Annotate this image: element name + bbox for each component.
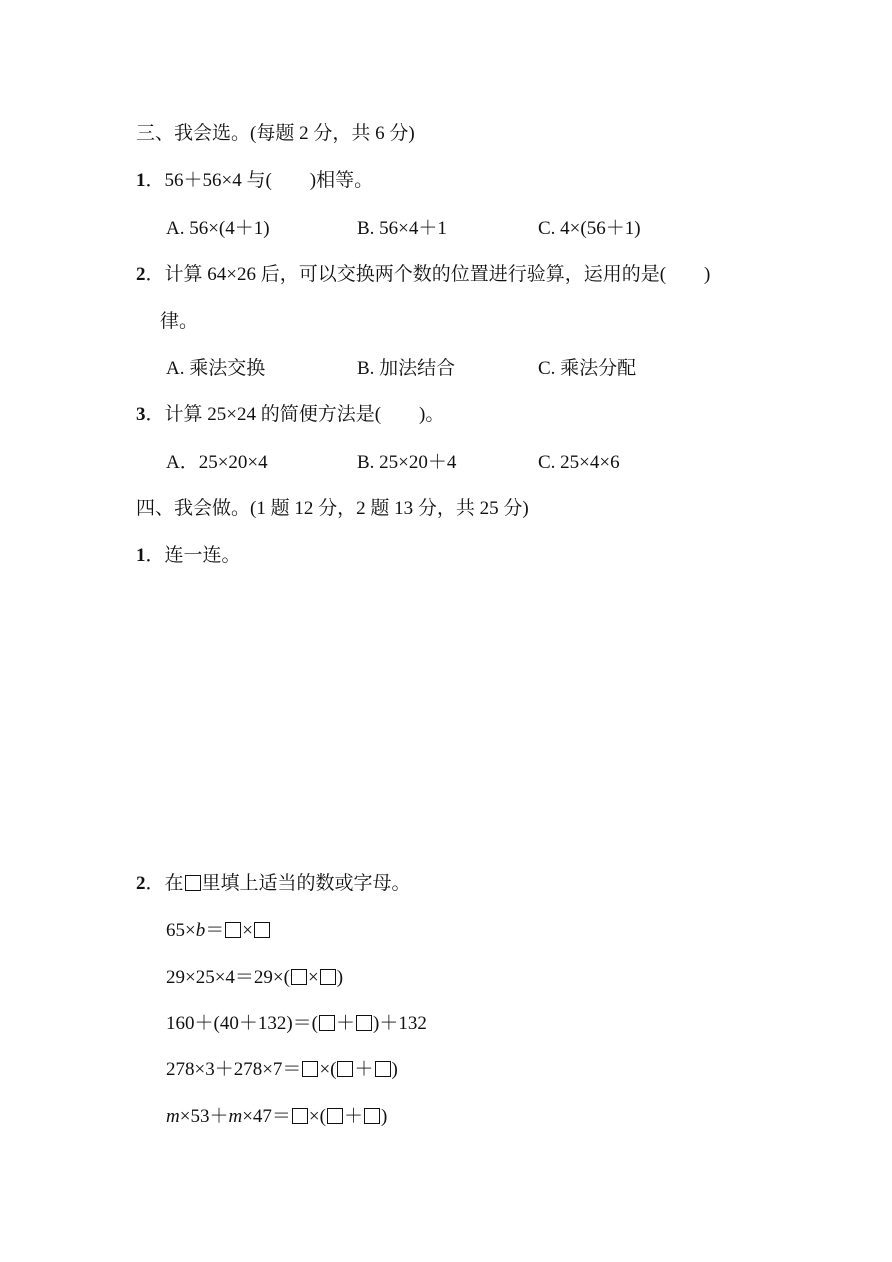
question-3: [136, 402, 444, 428]
answer-box[interactable]: [302, 1061, 318, 1077]
answer-box[interactable]: [327, 1108, 343, 1124]
answer-box[interactable]: [292, 1108, 308, 1124]
eq-text: ×: [307, 967, 319, 988]
question-text-after: 里填上适当的数或字母。: [201, 873, 411, 894]
equation-1: [166, 918, 271, 944]
eq-text: ): [391, 1059, 398, 1080]
eq-text: ＝: [205, 920, 225, 941]
question-number: 2: [136, 873, 146, 894]
question-4-1: [136, 543, 241, 569]
question-number: 3: [136, 404, 146, 425]
question-number: 2: [136, 264, 146, 285]
answer-box[interactable]: [319, 1015, 335, 1031]
eq-var: m: [228, 1106, 243, 1127]
eq-text: ): [380, 1106, 388, 1127]
answer-box[interactable]: [254, 922, 270, 938]
eq-text: ×47＝: [242, 1106, 291, 1127]
question-2: [136, 262, 710, 288]
eq-text: 278×3＋278×7＝: [166, 1059, 302, 1080]
answer-box[interactable]: [320, 969, 336, 985]
option-a: A. 56×(4＋1): [166, 218, 270, 239]
question-number: 1: [136, 545, 146, 566]
option-a: A．25×20×4: [166, 452, 268, 473]
question-text: ．计算 64×26 后，可以交换两个数的位置进行验算，运用的是( ): [145, 264, 711, 285]
eq-text: ＋: [335, 1013, 355, 1034]
eq-text: ×53＋: [179, 1106, 229, 1127]
equation-4: [166, 1057, 398, 1083]
option-b: B. 加法结合: [357, 358, 456, 379]
option-c: C. 乘法分配: [538, 358, 637, 379]
eq-text: )＋132: [373, 1013, 427, 1034]
question-number: 1: [136, 170, 146, 191]
equation-5: [166, 1104, 387, 1130]
eq-text: ＋: [343, 1106, 363, 1127]
option-b: B. 25×20＋4: [357, 452, 457, 473]
answer-box[interactable]: [291, 969, 307, 985]
question-2-continuation: 律。: [160, 311, 199, 332]
question-text: ．计算 25×24 的简便方法是( )。: [145, 404, 445, 425]
answer-box-icon: [185, 875, 201, 891]
eq-text: ×(: [308, 1106, 326, 1127]
eq-text: 160＋(40＋132)＝(: [166, 1013, 318, 1034]
option-b: B. 56×4＋1: [357, 218, 447, 239]
option-c: C. 25×4×6: [538, 452, 620, 473]
eq-var: m: [166, 1106, 180, 1127]
eq-text: ): [336, 967, 344, 988]
answer-box[interactable]: [364, 1108, 380, 1124]
answer-box[interactable]: [375, 1061, 391, 1077]
eq-text: 65×: [166, 920, 196, 941]
question-4-2: [136, 871, 411, 897]
eq-text: ×: [242, 920, 253, 941]
eq-text: ×(: [319, 1059, 337, 1080]
option-c: C. 4×(56＋1): [538, 218, 641, 239]
question-1: [136, 168, 373, 194]
question-text: ．56＋56×4 与( )相等。: [145, 170, 374, 191]
answer-box[interactable]: [356, 1015, 372, 1031]
answer-box[interactable]: [225, 922, 241, 938]
equation-2: [166, 965, 343, 991]
equation-3: [166, 1011, 427, 1037]
section-3-title: 三、我会选。(每题 2 分，共 6 分): [136, 123, 415, 144]
question-text: ．连一连。: [145, 545, 241, 566]
question-text-before: ．在: [145, 873, 184, 894]
option-a: A. 乘法交换: [166, 358, 266, 379]
eq-text: ＋: [354, 1059, 374, 1080]
eq-text: 29×25×4＝29×(: [166, 967, 290, 988]
section-4-title: 四、我会做。(1 题 12 分，2 题 13 分，共 25 分): [136, 498, 529, 519]
eq-var: b: [195, 920, 206, 941]
answer-box[interactable]: [337, 1061, 353, 1077]
